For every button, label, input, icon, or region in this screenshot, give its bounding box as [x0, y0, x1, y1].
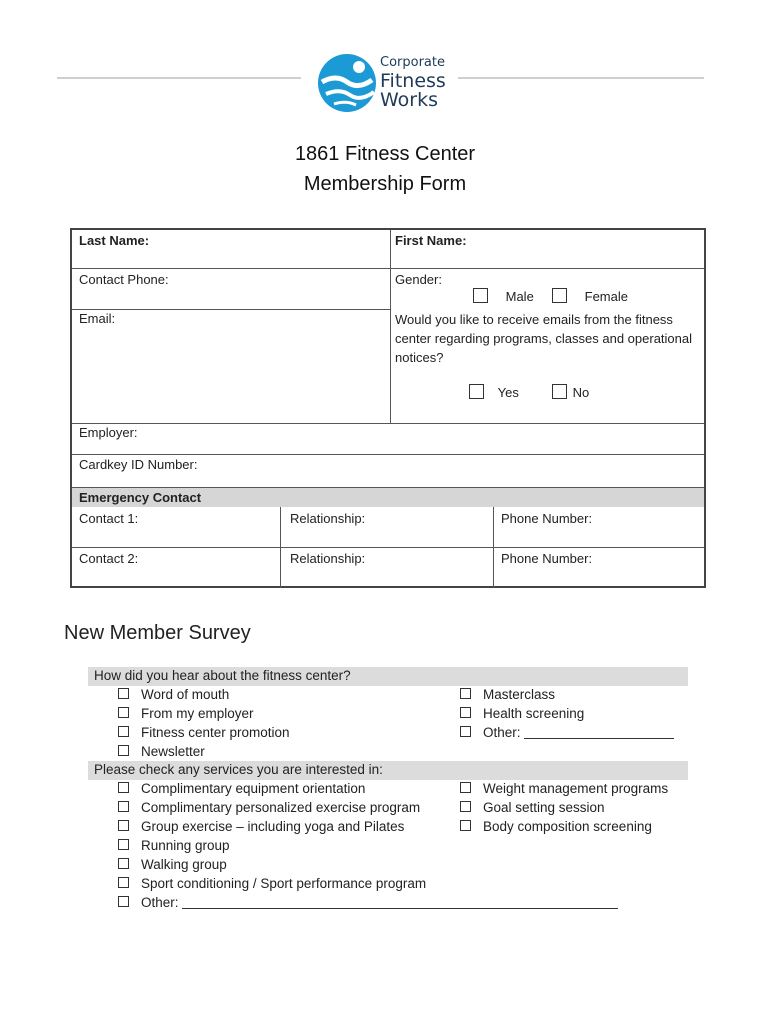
gender-male-option[interactable]: [473, 288, 534, 304]
form-title-line-1: 1861 Fitness Center: [294, 143, 476, 165]
checkbox[interactable]: [460, 801, 471, 812]
checkbox[interactable]: [118, 688, 129, 699]
male-label: Male: [505, 289, 534, 304]
gender-label: Gender:: [395, 272, 442, 287]
question-1: How did you hear about the fitness center?: [94, 668, 351, 683]
checkbox[interactable]: [118, 858, 129, 869]
checkbox[interactable]: [118, 839, 129, 850]
q2-option-other[interactable]: Other:: [118, 895, 618, 910]
checkbox[interactable]: [118, 745, 129, 756]
checkbox[interactable]: [118, 726, 129, 737]
q2-option-orientation[interactable]: Complimentary equipment orientation: [118, 781, 365, 796]
q1-option-employer[interactable]: From my employer: [118, 706, 254, 721]
q1-option-other[interactable]: Other:: [460, 725, 674, 740]
q1-option-word-of-mouth[interactable]: Word of mouth: [118, 687, 229, 702]
q1-option-promotion[interactable]: Fitness center promotion: [118, 725, 290, 740]
contact-phone-label: Contact Phone:: [79, 272, 169, 287]
checkbox[interactable]: [118, 782, 129, 793]
phone-number-2-label: Phone Number:: [501, 551, 593, 566]
form-title-line-2: Membership Form: [303, 173, 467, 195]
other-fill-line[interactable]: [524, 726, 674, 739]
q2-option-walking-group[interactable]: Walking group: [118, 857, 227, 872]
logo-line-1: Corporate: [380, 55, 445, 70]
header-rule-left: [57, 77, 301, 79]
q2-option-goal-setting[interactable]: Goal setting session: [460, 800, 605, 815]
header-rule-right: [458, 77, 704, 79]
email-yes-option[interactable]: [469, 384, 519, 400]
q2-option-weight-management[interactable]: Weight management programs: [460, 781, 668, 796]
survey-title: New Member Survey: [64, 622, 251, 644]
q2-option-body-composition[interactable]: Body composition screening: [460, 819, 652, 834]
relationship-1-label: Relationship:: [290, 511, 366, 526]
contact-1-label: Contact 1:: [79, 511, 139, 526]
first-name-label: First Name:: [395, 233, 467, 248]
female-checkbox[interactable]: [552, 288, 567, 303]
last-name-label: Last Name:: [79, 233, 150, 248]
q1-option-health-screening[interactable]: Health screening: [460, 706, 584, 721]
cardkey-label: Cardkey ID Number:: [79, 457, 198, 472]
other-fill-line[interactable]: [182, 896, 618, 909]
yes-label: Yes: [497, 385, 519, 400]
yes-checkbox[interactable]: [469, 384, 484, 399]
membership-form-table: [70, 228, 706, 588]
email-opt-in-question: Would you like to receive emails from the fitness center regarding programs, classes and operational notices?: [395, 312, 693, 365]
checkbox[interactable]: [118, 801, 129, 812]
emergency-contact-heading: Emergency Contact: [79, 490, 202, 505]
female-label: Female: [584, 289, 628, 304]
logo-line-2: Fitness: [380, 70, 446, 92]
row-divider: [72, 268, 704, 269]
q1-option-masterclass[interactable]: Masterclass: [460, 687, 555, 702]
relationship-2-label: Relationship:: [290, 551, 366, 566]
contact-2-label: Contact 2:: [79, 551, 139, 566]
checkbox[interactable]: [460, 707, 471, 718]
column-divider: [280, 507, 281, 588]
column-divider: [493, 507, 494, 588]
checkbox[interactable]: [118, 896, 129, 907]
male-checkbox[interactable]: [473, 288, 488, 303]
q2-option-running-group[interactable]: Running group: [118, 838, 230, 853]
checkbox[interactable]: [460, 726, 471, 737]
row-divider: [72, 454, 704, 455]
row-divider: [72, 547, 704, 548]
row-divider: [72, 423, 704, 424]
question-2: Please check any services you are interested in:: [94, 762, 383, 777]
checkbox[interactable]: [460, 688, 471, 699]
checkbox[interactable]: [460, 782, 471, 793]
logo-line-3: Works: [380, 89, 439, 111]
logo-swimmer-icon: [316, 52, 378, 114]
no-checkbox[interactable]: [552, 384, 567, 399]
gender-female-option[interactable]: [552, 288, 628, 304]
no-label: No: [572, 385, 590, 400]
column-divider: [390, 230, 391, 423]
q1-option-newsletter[interactable]: Newsletter: [118, 744, 205, 759]
q2-option-sport-conditioning[interactable]: Sport conditioning / Sport performance program: [118, 876, 426, 891]
row-divider: [72, 309, 390, 310]
corporate-fitness-works-logo: [316, 50, 456, 116]
checkbox[interactable]: [118, 707, 129, 718]
phone-number-1-label: Phone Number:: [501, 511, 593, 526]
q2-option-group-exercise[interactable]: Group exercise – including yoga and Pilates: [118, 819, 404, 834]
checkbox[interactable]: [118, 820, 129, 831]
checkbox[interactable]: [460, 820, 471, 831]
email-no-option[interactable]: [552, 384, 589, 400]
q2-option-personalized-program[interactable]: Complimentary personalized exercise program: [118, 800, 420, 815]
checkbox[interactable]: [118, 877, 129, 888]
employer-label: Employer:: [79, 425, 138, 440]
email-label: Email:: [79, 311, 116, 326]
